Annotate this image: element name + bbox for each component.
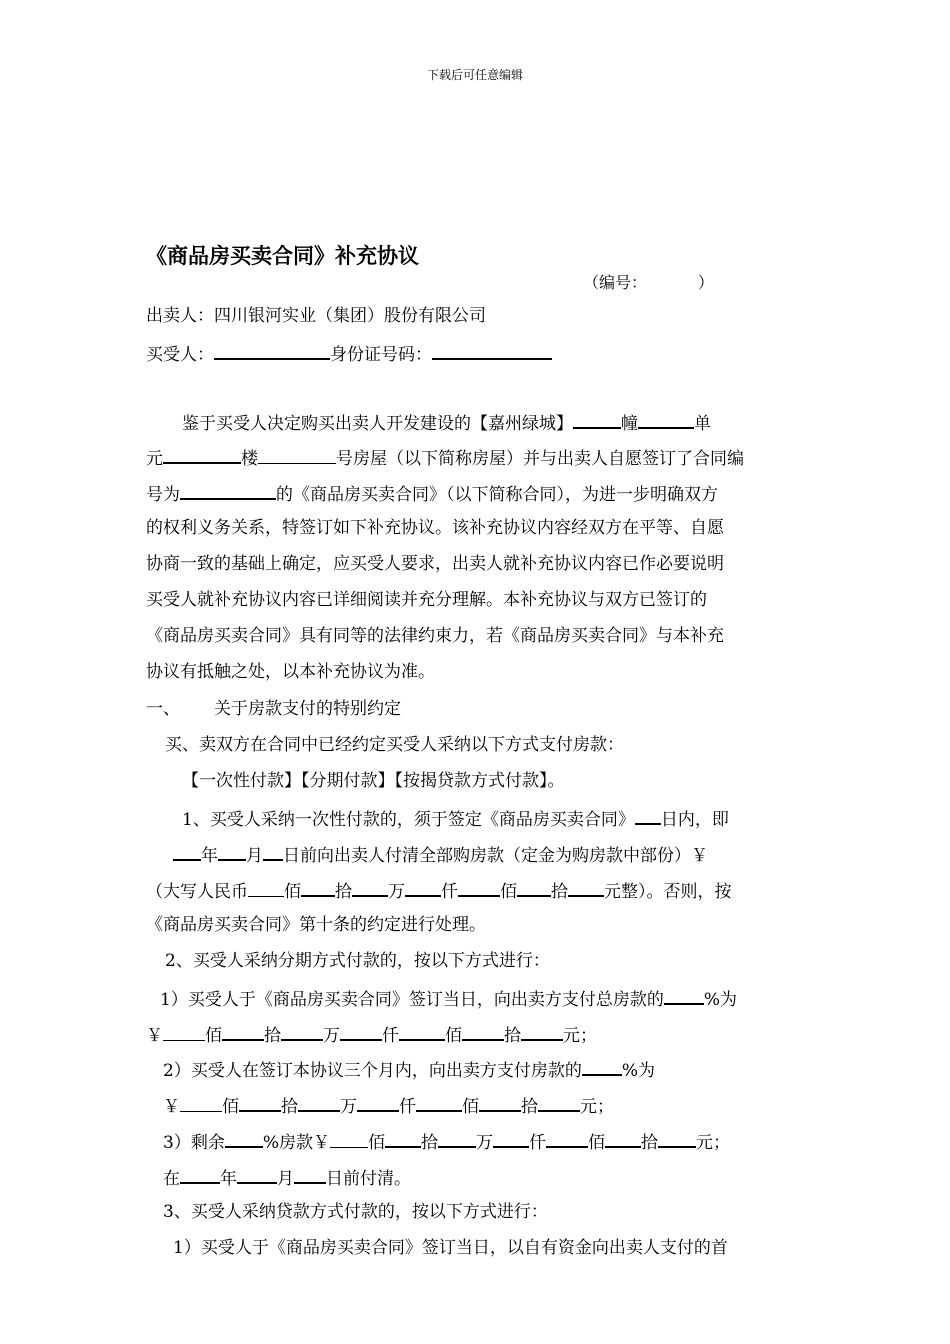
text: ￥ (146, 1026, 163, 1046)
month-blank[interactable] (237, 1166, 277, 1184)
amount-blank[interactable] (458, 879, 500, 897)
day-blank[interactable] (294, 1166, 326, 1184)
text: 佰 (367, 1133, 385, 1153)
amount-blank[interactable] (416, 1094, 462, 1112)
para-line (163, 1130, 730, 1153)
para-line (146, 1023, 597, 1046)
amount-blank[interactable] (605, 1130, 641, 1148)
para-line (160, 987, 737, 1010)
amount-blank[interactable] (538, 1094, 580, 1112)
text: 仟 (382, 1026, 399, 1046)
text: 月 (277, 1169, 294, 1189)
text: 仟 (399, 1097, 416, 1117)
amount-blank[interactable] (248, 880, 284, 897)
section-number: 一、 (146, 699, 180, 719)
para-line: 买、卖双方在合同中已经约定买受人采纳以下方式支付房款： (165, 735, 624, 755)
floor-blank[interactable] (163, 446, 241, 464)
text: 3）剩余 (163, 1133, 225, 1153)
month-blank[interactable] (218, 843, 246, 861)
id-number-blank[interactable] (432, 342, 552, 360)
day-blank[interactable] (263, 843, 283, 861)
section-title: 关于房款支付的特别约定 (214, 699, 401, 719)
para-line: 协商一致的基础上确定，应买受人要求，出卖人就补充协议内容已作必要说明 (146, 554, 724, 574)
text: 拾 (551, 882, 568, 902)
buyer-line (146, 342, 552, 365)
text: 单 (694, 414, 711, 434)
amount-blank[interactable] (658, 1130, 696, 1148)
text: 幢 (621, 414, 638, 434)
text: %房款￥ (262, 1133, 330, 1153)
text: 号为 (146, 485, 180, 505)
text: %为 (621, 1061, 655, 1081)
amount-blank[interactable] (438, 1130, 476, 1148)
text: 万 (323, 1026, 340, 1046)
para-line (163, 1094, 614, 1117)
text: 拾 (640, 1133, 658, 1153)
buyer-label: 买受人： (146, 345, 214, 365)
building-blank[interactable] (573, 411, 621, 429)
amount-blank[interactable] (517, 879, 551, 897)
amount-blank[interactable] (352, 879, 388, 897)
text: 佰 (587, 1133, 605, 1153)
para-line (146, 482, 718, 505)
percent-blank[interactable] (225, 1130, 263, 1148)
room-blank[interactable] (258, 447, 336, 464)
para-line (182, 411, 711, 434)
text: 元； (580, 1097, 614, 1117)
para-line (146, 446, 744, 469)
amount-blank[interactable] (222, 1023, 264, 1041)
percent-blank[interactable] (664, 987, 704, 1005)
year-blank[interactable] (173, 843, 201, 861)
text: 仟 (528, 1133, 546, 1153)
amount-blank[interactable] (298, 1094, 340, 1112)
percent-blank[interactable] (582, 1058, 622, 1076)
text: 2）买受人在签订本协议三个月内，向出卖方支付房款的 (163, 1061, 582, 1081)
header-note: 下载后可任意编辑 (426, 68, 523, 82)
text: （大写人民币 (146, 882, 248, 902)
amount-blank[interactable] (462, 1023, 504, 1041)
para-line: 的权利义务关系，特签订如下补充协议。该补充协议内容经双方在平等、自愿 (146, 518, 724, 538)
para-line (163, 1166, 411, 1189)
buyer-name-blank[interactable] (214, 342, 330, 360)
amount-blank[interactable] (479, 1094, 521, 1112)
text: 拾 (264, 1026, 281, 1046)
text: 万 (340, 1097, 357, 1117)
amount-blank[interactable] (546, 1130, 588, 1148)
seller-line: 出卖人：四川银河实业（集团）股份有限公司 (146, 306, 486, 326)
text: 楼 (241, 449, 258, 469)
amount-blank[interactable] (493, 1130, 529, 1148)
id-label: 身份证号码： (330, 345, 432, 365)
text: 1、买受人采纳一次性付款的，须于签定《商品房买卖合同》 (182, 810, 635, 830)
amount-blank[interactable] (568, 879, 604, 897)
text: 佰 (222, 1097, 239, 1117)
text: 佰 (500, 882, 517, 902)
amount-blank[interactable] (340, 1023, 382, 1041)
text: 号房屋（以下简称房屋）并与出卖人自愿签订了合同编 (336, 449, 744, 469)
section-heading (146, 699, 401, 719)
text: 1）买受人于《商品房买卖合同》签订当日，向出卖方支付总房款的 (160, 990, 664, 1010)
text: 万 (475, 1133, 493, 1153)
contract-no-blank[interactable] (180, 482, 276, 500)
text: 日内，即 (660, 810, 729, 830)
text: 佰 (284, 882, 301, 902)
text: 佰 (205, 1026, 222, 1046)
payment-options: 【一次性付款】【分期付款】【按揭贷款方式付款】。 (182, 771, 565, 791)
para-line: 协议有抵触之处，以本补充协议为准。 (146, 662, 435, 682)
amount-blank[interactable] (239, 1094, 281, 1112)
amount-blank[interactable] (399, 1023, 445, 1041)
text: 元整）。否则，按 (604, 882, 732, 902)
amount-blank[interactable] (281, 1023, 323, 1041)
unit-blank[interactable] (638, 411, 694, 429)
text: 元； (563, 1026, 597, 1046)
text: 万 (388, 882, 405, 902)
text: 佰 (462, 1097, 479, 1117)
text: 鉴于买受人决定购买出卖人开发建设的【嘉州绿城】 (182, 414, 573, 434)
amount-blank[interactable] (163, 1024, 205, 1041)
text: %为 (703, 990, 737, 1010)
days-blank[interactable] (635, 807, 661, 825)
amount-blank[interactable] (301, 879, 335, 897)
text: 元； (695, 1133, 730, 1153)
text: 仟 (441, 882, 458, 902)
page-title: 《商品房买卖合同》补充协议 (146, 244, 419, 268)
text: 月 (246, 846, 263, 866)
text: 年 (220, 1169, 237, 1189)
para-line (146, 879, 732, 902)
text: 元 (146, 449, 163, 469)
para-line: 2、买受人采纳分期方式付款的，按以下方式进行： (165, 951, 550, 971)
para-line: 1）买受人于《商品房买卖合同》签订当日，以自有资金向出卖人支付的首 (173, 1238, 728, 1258)
text: ￥ (163, 1097, 180, 1117)
amount-blank[interactable] (357, 1094, 399, 1112)
amount-blank[interactable] (180, 1095, 222, 1112)
para-line (173, 843, 708, 866)
para-line: 《商品房买卖合同》第十条的约定进行处理。 (146, 915, 486, 935)
text: 拾 (420, 1133, 438, 1153)
text: 在 (163, 1169, 180, 1189)
amount-blank[interactable] (330, 1131, 368, 1148)
text: 拾 (521, 1097, 538, 1117)
para-line (163, 1058, 655, 1081)
text: 日前付清。 (326, 1169, 411, 1189)
text: 的《商品房买卖合同》（以下简称合同），为进一步明确双方 (276, 485, 718, 505)
contract-number: （编号： ） (583, 273, 714, 292)
text: 拾 (281, 1097, 298, 1117)
text: 佰 (445, 1026, 462, 1046)
text: 拾 (504, 1026, 521, 1046)
para-line: 买受人就补充协议内容已详细阅读并充分理解。本补充协议与双方已签订的 (146, 590, 707, 610)
amount-blank[interactable] (385, 1130, 421, 1148)
amount-blank[interactable] (521, 1023, 563, 1041)
text: 日前向出卖人付清全部购房款（定金为购房款中部份）￥ (283, 846, 708, 866)
para-line: 3、买受人采纳贷款方式付款的，按以下方式进行： (163, 1202, 548, 1222)
para-line: 《商品房买卖合同》具有同等的法律约束力，若《商品房买卖合同》与本补充 (146, 626, 724, 646)
text: 拾 (335, 882, 352, 902)
year-blank[interactable] (180, 1166, 220, 1184)
para-line (182, 807, 729, 830)
amount-blank[interactable] (405, 879, 441, 897)
text: 年 (201, 846, 218, 866)
